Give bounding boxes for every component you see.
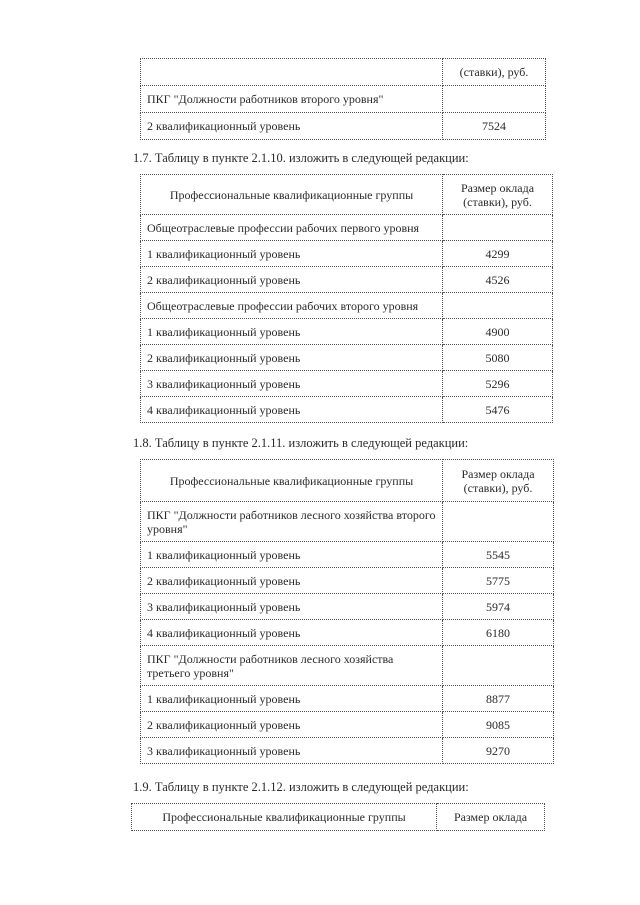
table-row [141,293,553,319]
salary-table-next [131,803,545,831]
salary-table-forestry [140,459,554,764]
row-value: 9085 [443,712,554,738]
row-name: 1 квалификационный уровень [141,241,443,267]
row-name: 1 квалификационный уровень [141,319,443,345]
row-name [141,59,443,86]
row-name: 2 квалификационный уровень [141,267,443,293]
row-value: 5974 [443,594,554,620]
salary-table-workers [140,174,553,423]
row-name: 3 квалификационный уровень [141,594,443,620]
row-value: 8877 [443,686,554,712]
header-salary: Размер оклада (ставки), руб. [443,460,554,502]
row-value: 9270 [443,738,554,764]
table-row [141,86,546,113]
row-value [443,502,554,542]
table-row [141,215,553,241]
row-name: 2 квалификационный уровень [141,712,443,738]
row-value: 5296 [443,371,553,397]
row-value: 4526 [443,267,553,293]
row-name: ПКГ "Должности работников лесного хозяйства третьего уровня" [141,646,443,686]
table-row [141,267,553,293]
header-groups: Профессиональные квалификационные группы [141,175,443,215]
table-row [141,345,553,371]
header-salary: Размер оклада (ставки), руб. [443,175,553,215]
row-value: 5775 [443,568,554,594]
table-header-row [141,460,554,502]
table-row [141,241,553,267]
row-name: ПКГ "Должности работников лесного хозяйства второго уровня" [141,502,443,542]
table-row [141,568,554,594]
table-header-row [132,804,545,831]
table-row [141,59,546,86]
table-row [141,319,553,345]
table-row [141,738,554,764]
table-row [141,371,553,397]
table-row [141,542,554,568]
paragraph-1-9: 1.9. Таблицу в пункте 2.1.12. изложить в следующей редакции: [133,780,469,794]
paragraph-1-7: 1.7. Таблицу в пункте 2.1.10. изложить в следующей редакции: [133,151,469,165]
table-row [141,712,554,738]
row-value [443,646,554,686]
row-name: 3 квалификационный уровень [141,371,443,397]
row-name: 1 квалификационный уровень [141,686,443,712]
table-row [141,646,554,686]
row-name: 1 квалификационный уровень [141,542,443,568]
header-groups: Профессиональные квалификационные группы [141,460,443,502]
header-salary: Размер оклада [437,804,545,831]
table-row [141,594,554,620]
row-name: 4 квалификационный уровень [141,620,443,646]
row-value: 7524 [443,113,546,140]
row-name: 4 квалификационный уровень [141,397,443,423]
row-value: 4900 [443,319,553,345]
row-name: Общеотраслевые профессии рабочих первого уровня [141,215,443,241]
row-value: 5545 [443,542,554,568]
table-row [141,686,554,712]
row-value: 5080 [443,345,553,371]
row-name: 3 квалификационный уровень [141,738,443,764]
salary-table-continued [140,58,546,140]
row-value: 5476 [443,397,553,423]
row-value [443,86,546,113]
table-row [141,113,546,140]
row-name: 2 квалификационный уровень [141,568,443,594]
row-name: 2 квалификационный уровень [141,345,443,371]
row-value: 6180 [443,620,554,646]
row-value: 4299 [443,241,553,267]
paragraph-1-8: 1.8. Таблицу в пункте 2.1.11. изложить в следующей редакции: [133,436,469,450]
row-value [443,215,553,241]
row-name: 2 квалификационный уровень [141,113,443,140]
row-value [443,293,553,319]
table-header-row [141,175,553,215]
header-groups: Профессиональные квалификационные группы [132,804,437,831]
row-name: Общеотраслевые профессии рабочих второго уровня [141,293,443,319]
table-row [141,502,554,542]
table-row [141,397,553,423]
row-name: ПКГ "Должности работников второго уровня" [141,86,443,113]
table-row [141,620,554,646]
row-value: (ставки), руб. [443,59,546,86]
